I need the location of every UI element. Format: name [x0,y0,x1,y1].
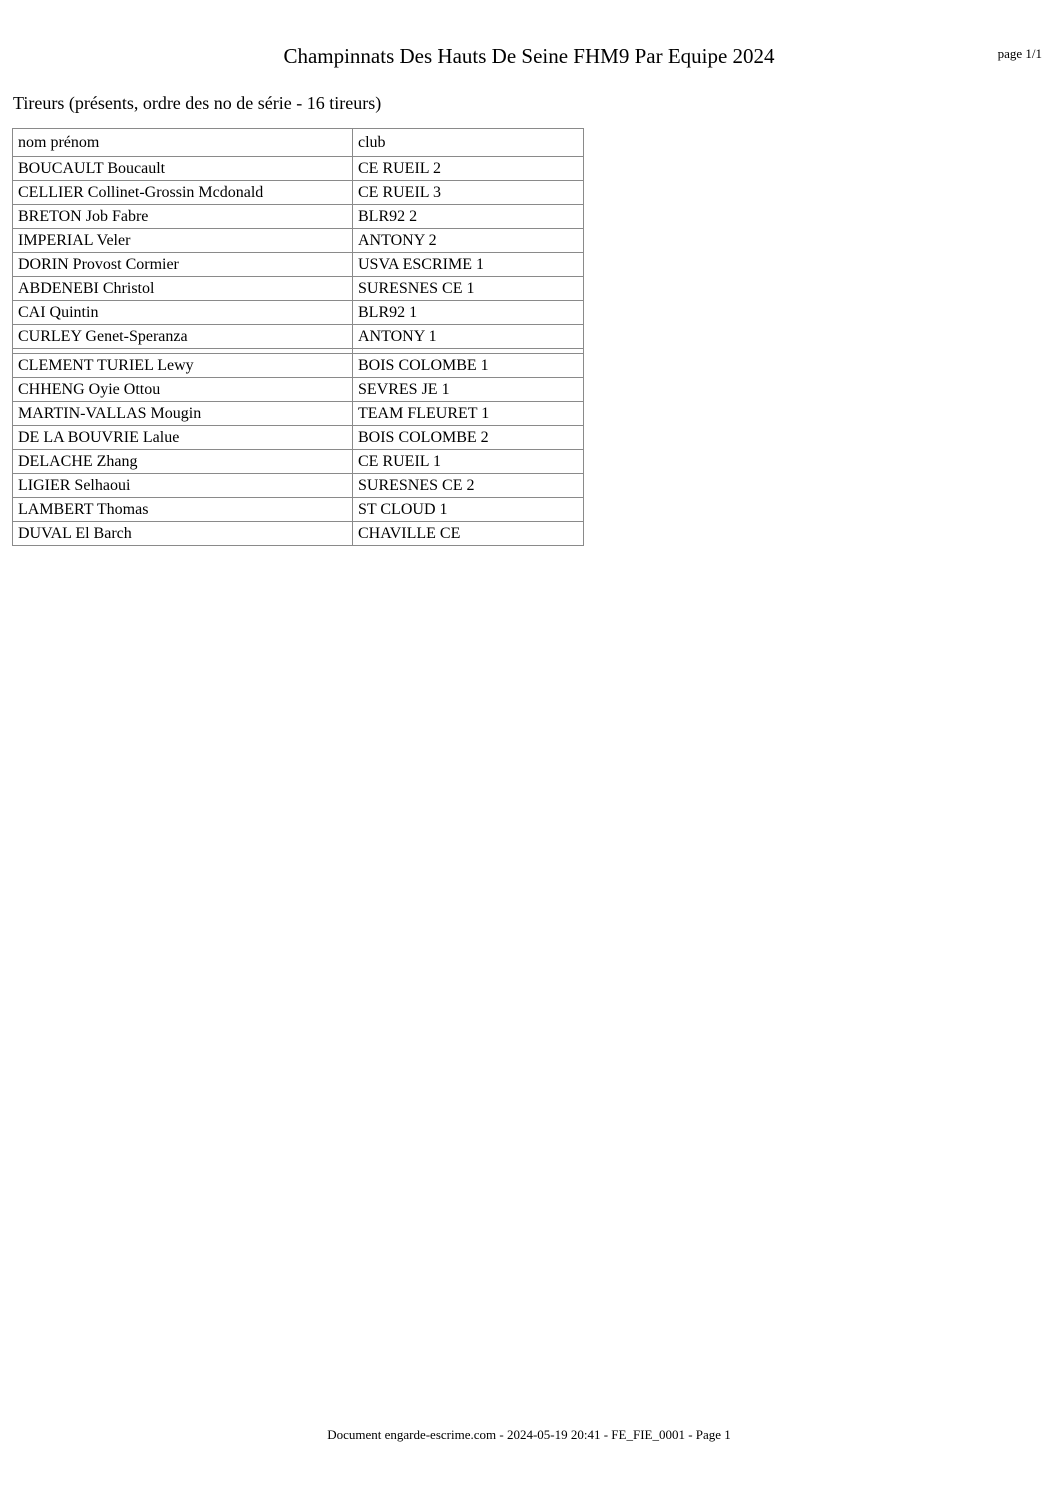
table-header-row [13,129,584,157]
fencer-name: ABDENEBI Christol [13,277,353,301]
fencers-table [12,128,584,546]
fencer-name: BRETON Job Fabre [13,205,353,229]
table-row [13,474,584,498]
table-row [13,181,584,205]
table-row [13,229,584,253]
fencer-club: BLR92 2 [353,205,584,229]
table-row [13,426,584,450]
fencer-name: IMPERIAL Veler [13,229,353,253]
fencer-club: ANTONY 1 [353,325,584,349]
fencer-club: USVA ESCRIME 1 [353,253,584,277]
fencer-club: CHAVILLE CE [353,522,584,546]
fencer-name: DELACHE Zhang [13,450,353,474]
table-row [13,402,584,426]
fencer-name: BOUCAULT Boucault [13,157,353,181]
table-row [13,522,584,546]
fencer-name: CAI Quintin [13,301,353,325]
fencer-name: CHHENG Oyie Ottou [13,378,353,402]
fencer-name: LAMBERT Thomas [13,498,353,522]
fencer-club: TEAM FLEURET 1 [353,402,584,426]
fencer-name: DUVAL El Barch [13,522,353,546]
fencer-name: CELLIER Collinet-Grossin Mcdonald [13,181,353,205]
fencer-club: ANTONY 2 [353,229,584,253]
table-row [13,498,584,522]
fencer-club: CE RUEIL 3 [353,181,584,205]
section-heading: Tireurs (présents, ordre des no de série - 16 tireurs) [13,93,382,113]
table-row [13,157,584,181]
fencer-club: SURESNES CE 1 [353,277,584,301]
fencer-name: CURLEY Genet-Speranza [13,325,353,349]
table-row [13,354,584,378]
table-row [13,253,584,277]
table-row [13,301,584,325]
fencer-name: LIGIER Selhaoui [13,474,353,498]
fencer-name: DE LA BOUVRIE Lalue [13,426,353,450]
table-row [13,325,584,349]
table-row [13,378,584,402]
page-number: page 1/1 [997,46,1042,61]
table-row [13,450,584,474]
fencer-club: CE RUEIL 1 [353,450,584,474]
fencer-name: DORIN Provost Cormier [13,253,353,277]
fencer-club: BOIS COLOMBE 2 [353,426,584,450]
fencer-club: CE RUEIL 2 [353,157,584,181]
fencer-club: SURESNES CE 2 [353,474,584,498]
fencer-club: SEVRES JE 1 [353,378,584,402]
fencer-club: BLR92 1 [353,301,584,325]
fencer-name: CLEMENT TURIEL Lewy [13,354,353,378]
document-title: Champinnats Des Hauts De Seine FHM9 Par Equipe 2024 [283,44,775,68]
fencer-club: BOIS COLOMBE 1 [353,354,584,378]
fencer-name: MARTIN-VALLAS Mougin [13,402,353,426]
column-header-name: nom prénom [13,129,353,157]
table-row [13,277,584,301]
table-row [13,205,584,229]
fencer-club: ST CLOUD 1 [353,498,584,522]
document-footer: Document engarde-escrime.com - 2024-05-19 20:41 - FE_FIE_0001 - Page 1 [327,1427,731,1442]
column-header-club: club [353,129,584,157]
